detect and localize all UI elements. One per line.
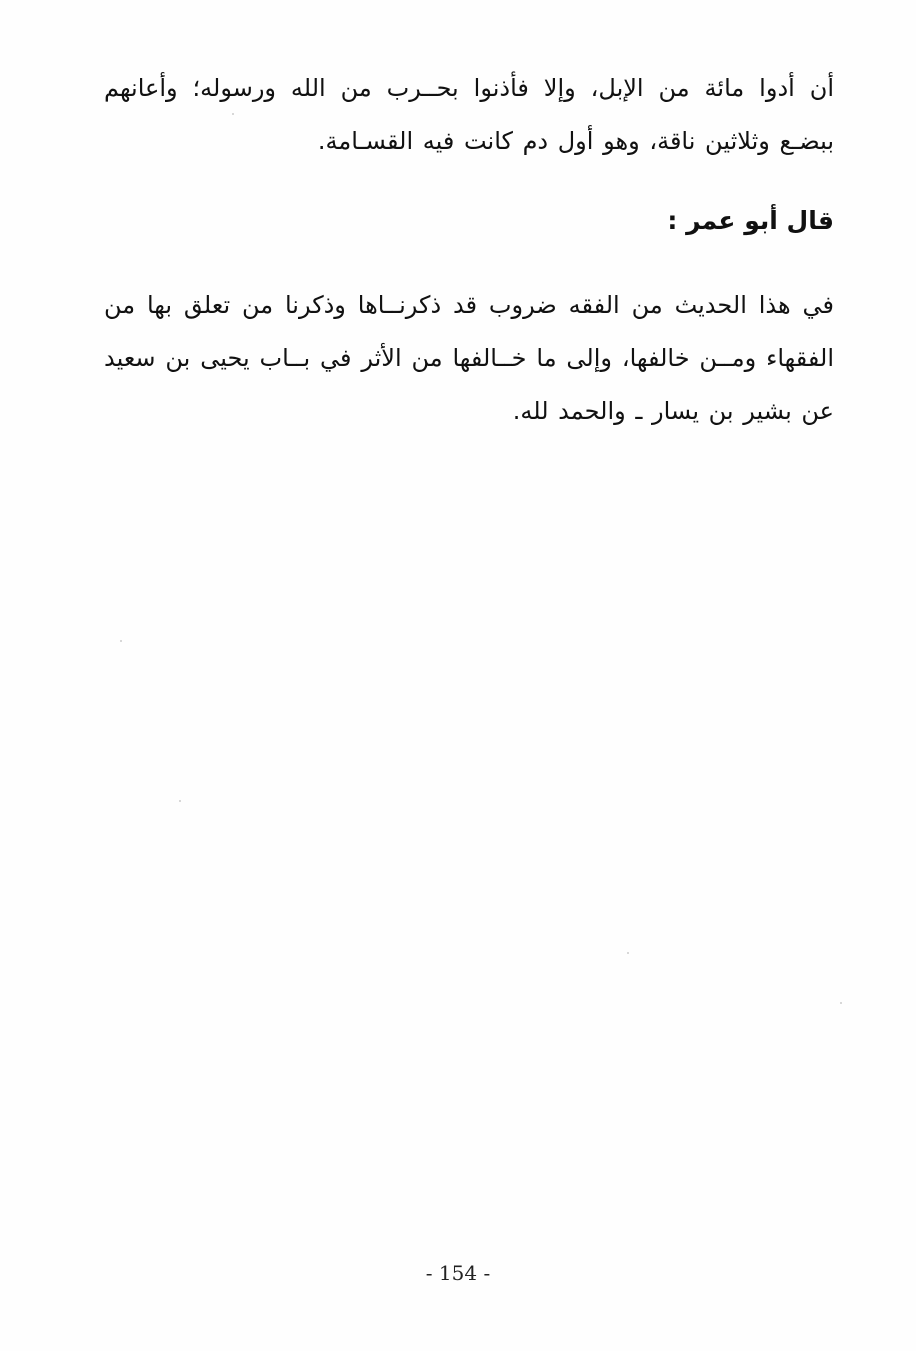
scan-speck [232,113,234,115]
scan-speck [840,1002,842,1004]
continuation-paragraph: أن أدوا مائة من الإبل، وإلا فأذنوا بحــرب من الله ورسوله؛ وأعانهم ببضـع وثلاثين ناقة، وهو أول دم كانت فيه القسـامة. [104,74,834,155]
commentary-paragraph: في هذا الحديث من الفقه ضروب قد ذكرنــاها وذكرنا من تعلق بها من الفقهاء ومــن خالفها، وإلى ما خــالفها من الأثر في بــاب يحيى بن سعيد عن بشير بن يسار ـ والحمد لله. [104,291,834,425]
section-heading: قال أبو عمر : [667,206,834,235]
page-number: - 154 - [425,1261,491,1285]
scan-speck [179,800,181,802]
scan-speck [627,952,629,954]
scan-speck [120,640,122,642]
